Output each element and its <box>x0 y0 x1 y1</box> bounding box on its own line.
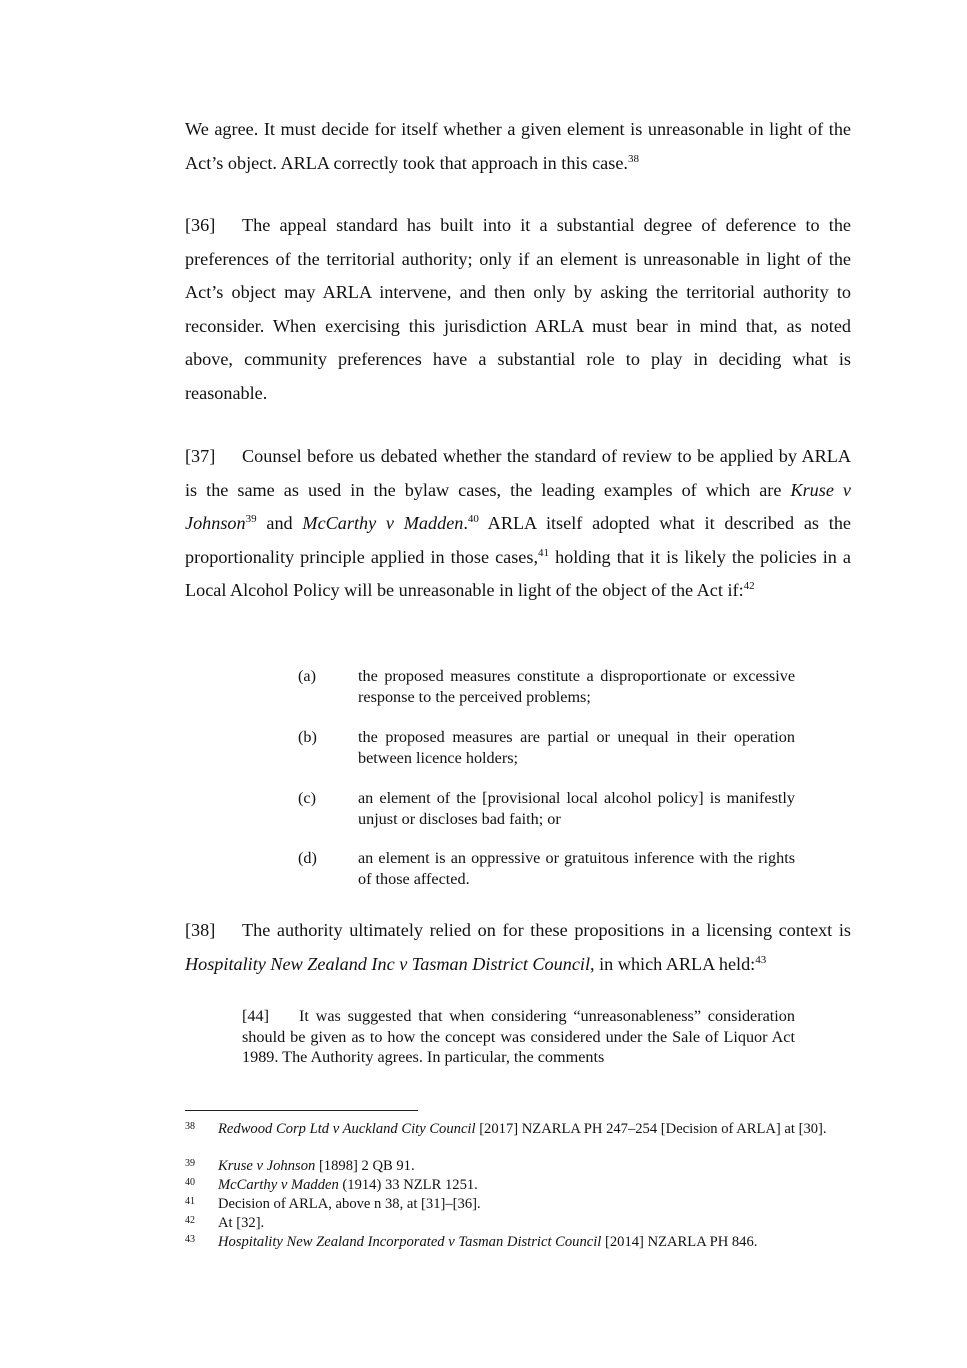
list-item-text: an element of the [provisional local alcohol policy] is manifestly unjust or discloses bad faith; or <box>358 789 795 828</box>
footnote-number: 40 <box>185 1177 195 1188</box>
footnote-ref-39[interactable]: 39 <box>245 513 257 526</box>
paragraph-number: [36] <box>185 215 216 235</box>
footnote-number: 43 <box>185 1234 195 1245</box>
footnote-text: Redwood Corp Ltd v Auckland City Council [2017] NZARLA PH 247–254 [Decision of ARLA] at [30]. <box>218 1121 827 1137</box>
footnote-number: 38 <box>185 1121 195 1132</box>
footnote-number: 41 <box>185 1196 195 1207</box>
case-name: Kruse v Johnson <box>185 479 851 534</box>
paragraph-number: [38] <box>185 920 216 940</box>
block-quote: [44] It was suggested that when considering “unreasonableness” consideration should be given as to how the concept was considered under the Sale of Liquor Act 1989. The Authority agrees. In particular, the comments <box>242 1007 795 1067</box>
list-item-text: the proposed measures constitute a disproportionate or excessive response to the perceived problems; <box>358 667 795 706</box>
quote-paragraph-number: [44] <box>242 1007 269 1025</box>
footnote-ref-38[interactable]: 38 <box>627 152 639 165</box>
footnote-ref-43[interactable]: 43 <box>755 953 767 966</box>
footnote-ref-41[interactable]: 41 <box>538 546 550 559</box>
list-item-label: (b) <box>298 728 317 746</box>
footnote-ref-40[interactable]: 40 <box>467 513 479 526</box>
list-item-text: the proposed measures are partial or unequal in their operation between licence holders; <box>358 728 795 767</box>
paragraph-37: [37] Counsel before us debated whether the standard of review to be applied by ARLA is the same as used in the bylaw cases, the leading examples of which are Kruse v Johnson$^{39}$ and McCarthy v Madden.$^{40}$ ARLA itself adopted what it described as the proportionality principle applied in those cases,$^{41}$ holding that it is likely the policies in a Local Alcohol Policy will be unreasonable in light of the object of the Act if:$^{42}$ <box>185 440 851 608</box>
paragraph-38: [38] The authority ultimately relied on for these propositions in a licensing context is Hospitality New Zealand Inc v Tasman District Council, in which ARLA held:$^{43}$ <box>185 914 851 981</box>
footnote-number: 42 <box>185 1215 195 1226</box>
list-item-label: (c) <box>298 789 316 807</box>
footnote-separator <box>185 1110 418 1111</box>
case-name: Hospitality New Zealand Inc v Tasman District Council <box>185 953 591 974</box>
list-item-label: (d) <box>298 849 317 867</box>
footnote-number: 39 <box>185 1158 195 1169</box>
paragraph-number: [37] <box>185 446 216 466</box>
list-item-text: an element is an oppressive or gratuitous inference with the rights of those affected. <box>358 849 795 888</box>
paragraph-intro: We agree. It must decide for itself whether a given element is unreasonable in light of the Act’s object. ARLA correctly took that approach in this case.$^{38}$ <box>185 119 851 173</box>
case-name: McCarthy v Madden <box>302 513 464 534</box>
footnote-text: At [32]. <box>218 1215 265 1231</box>
footnote-text: Hospitality New Zealand Incorporated v Tasman District Council [2014] NZARLA PH 846. <box>218 1234 758 1250</box>
footnote-text: Decision of ARLA, above n 38, at [31]–[36]. <box>218 1196 481 1212</box>
footnote-text: McCarthy v Madden (1914) 33 NZLR 1251. <box>218 1177 478 1193</box>
list-item-label: (a) <box>298 667 316 685</box>
footnote-text: Kruse v Johnson [1898] 2 QB 91. <box>218 1158 415 1174</box>
paragraph-36: [36] The appeal standard has built into it a substantial degree of deference to the preferences of the territorial authority; only if an element is unreasonable in light of the Act’s object may ARLA intervene, and then only by asking the territorial authority to reconsider. When exercising this jurisdiction ARLA must bear in mind that, as noted above, community preferences have a substantial role to play in deciding what is reasonable. <box>185 209 851 411</box>
footnote-ref-42[interactable]: 42 <box>743 580 755 593</box>
